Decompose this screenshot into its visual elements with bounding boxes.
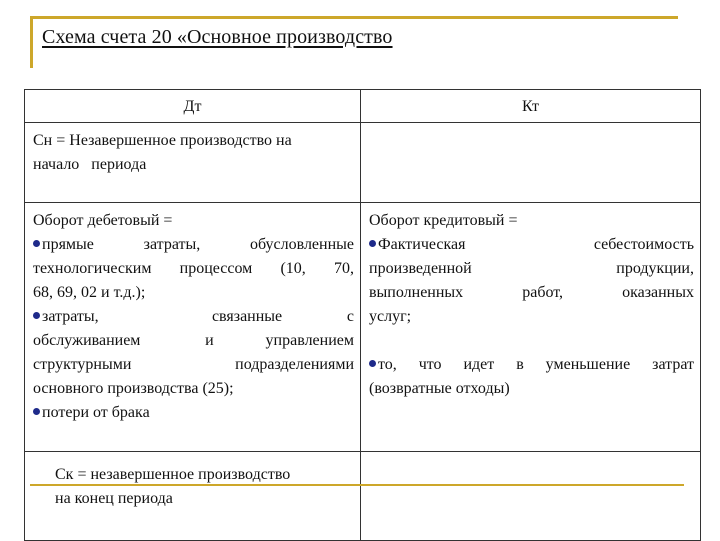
bullet-icon	[33, 408, 40, 415]
bullet-icon	[33, 312, 40, 319]
credit-item-cost-reduction	[369, 353, 694, 401]
debit-turnover-cell	[25, 203, 361, 452]
credit-item-1-line-2: произведенной продукции,	[369, 260, 694, 277]
credit-item-2-line-2: (возвратные отходы)	[369, 380, 510, 397]
credit-turnover-cell	[361, 203, 701, 452]
bullet-icon	[369, 360, 376, 367]
credit-header-cell	[361, 90, 701, 123]
debit-item-2-line-4: основного производства (25);	[33, 380, 234, 397]
debit-item-2-line-1	[33, 305, 354, 329]
debit-item-overhead-costs	[33, 305, 354, 401]
debit-item-direct-costs	[33, 233, 354, 305]
credit-item-1-line-4: услуг;	[369, 308, 412, 325]
closing-balance-credit-empty-cell	[361, 452, 701, 541]
debit-item-defect-losses	[33, 401, 354, 425]
debit-item-3-line-1	[33, 401, 354, 425]
credit-header-label: Кт	[521, 98, 540, 115]
credit-turnover-heading: Оборот кредитовый =	[369, 212, 518, 229]
debit-item-1-line-1-text: прямые затраты, обусловленные	[42, 236, 354, 253]
opening-balance-row	[25, 123, 701, 203]
debit-turnover-heading: Оборот дебетовый =	[33, 212, 173, 229]
debit-header-label: Дт	[183, 98, 202, 115]
bullet-icon	[369, 240, 376, 247]
closing-balance-row	[25, 452, 701, 541]
debit-item-2-line-1-text: затраты, связанные с	[42, 308, 354, 325]
credit-item-1-line-1	[369, 233, 694, 257]
slide-title: Схема счета 20 «Основное производство	[42, 26, 393, 48]
debit-item-2-line-2: обслуживанием и управлением	[33, 332, 354, 349]
credit-item-1-line-3: выполненных работ, оказанных	[369, 284, 694, 301]
slide-bottom-rule	[30, 484, 684, 486]
debit-item-3-line-1-text: потери от брака	[42, 404, 150, 421]
debit-header-cell	[25, 90, 361, 123]
title-frame-left-rule	[30, 16, 33, 68]
debit-item-1-line-2: технологическим процессом (10, 70,	[33, 260, 354, 277]
closing-balance-cell	[25, 452, 361, 541]
debit-item-1-line-1	[33, 233, 354, 257]
bullet-icon	[33, 240, 40, 247]
credit-item-1-line-1-text: Фактическая себестоимость	[378, 236, 694, 253]
closing-balance-line-2: на конец периода	[55, 490, 173, 507]
title-frame-top-rule	[30, 16, 678, 19]
credit-item-actual-cost	[369, 233, 694, 329]
opening-balance-credit-empty-cell	[361, 123, 701, 203]
credit-items-gap	[369, 329, 694, 353]
header-row	[25, 90, 701, 123]
closing-balance-line-1: Ск = незавершенное производство	[55, 466, 291, 483]
credit-item-2-line-1-text: то, что идет в уменьшение затрат	[378, 356, 694, 373]
credit-item-2-line-1	[369, 353, 694, 377]
debit-item-2-line-3: структурными подразделениями	[33, 356, 354, 373]
debit-item-1-line-3: 68, 69, 02 и т.д.);	[33, 284, 146, 301]
opening-balance-line-1: Сн = Незавершенное производство на	[33, 132, 292, 149]
opening-balance-line-2: начало периода	[33, 156, 147, 173]
opening-balance-cell	[25, 123, 361, 203]
turnover-row	[25, 203, 701, 452]
account-20-scheme-table	[24, 89, 701, 541]
